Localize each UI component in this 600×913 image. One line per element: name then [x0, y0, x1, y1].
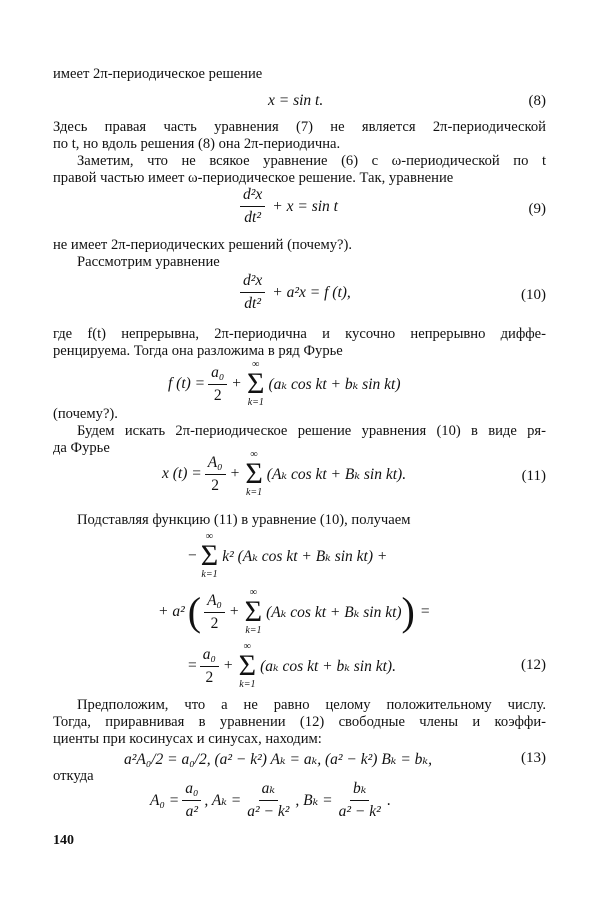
- fraction: [182, 780, 201, 821]
- numerator: d²x: [240, 186, 265, 207]
- equation-number-13: (13): [521, 750, 546, 766]
- equation-number-10: (10): [521, 287, 546, 303]
- eq11-lhs: x (t) =: [162, 465, 202, 482]
- series-term: (Aₖ cos kt + Bₖ sin kt).: [266, 465, 407, 483]
- text-line: (почему?).: [53, 406, 118, 422]
- text-line: Будем искать 2π-периодическое решение уравнения (10) в виде ря-: [77, 423, 546, 439]
- fraction: [208, 364, 227, 405]
- fraction: [200, 646, 219, 687]
- equation-rest: + x = sin t: [272, 197, 338, 215]
- text-line: Тогда, приравнивая в уравнении (12) свободные члены и коэффи-: [53, 714, 546, 730]
- equation-12-line-1: [188, 532, 387, 580]
- text-line: не имеет 2π-периодических решений (почему?).: [53, 237, 352, 253]
- sum-lower: k=1: [245, 487, 263, 498]
- text-line: да Фурье: [53, 440, 110, 456]
- series-term: (aₖ cos kt + bₖ sin kt).: [260, 657, 396, 675]
- fraction: [240, 272, 265, 313]
- equation-8: x = sin t.: [268, 92, 324, 109]
- minus-sign: −: [188, 547, 197, 564]
- denominator: dt²: [244, 295, 261, 312]
- text-line: ренцируема. Тогда она разложима в ряд Фурье: [53, 343, 343, 359]
- fraction: [204, 592, 225, 633]
- text-line: циенты при косинусах и синусах, находим:: [53, 731, 322, 747]
- fourier-series: f (t) = $\frac{\text{a₀}}{2}$ + ∞ Σ k=1 (aₖ cos kt + bₖ sin kt): [168, 359, 401, 408]
- equation-number-8: (8): [528, 93, 546, 109]
- sum-upper: ∞: [252, 359, 260, 370]
- numerator: bₖ: [350, 780, 369, 801]
- series-term: k² (Aₖ cos kt + Bₖ sin kt) +: [222, 547, 388, 565]
- equation-number-11: (11): [521, 468, 546, 484]
- equals-sign: =: [420, 603, 430, 620]
- numerator: d²x: [240, 272, 265, 293]
- numerator: aₖ: [259, 780, 278, 801]
- text-line: по t, но вдоль решения (8) она 2π-периодична.: [53, 136, 341, 152]
- denominator: 2: [213, 386, 222, 404]
- summation: ∞ Σ k=1: [200, 531, 219, 580]
- summation: ∞ Σ k=1: [244, 587, 263, 636]
- equals-sign: =: [188, 657, 197, 674]
- summation: ∞ Σ k=1: [247, 359, 265, 408]
- fraction: [205, 454, 226, 495]
- sum-upper: ∞: [205, 531, 214, 542]
- left-paren: (: [187, 589, 202, 634]
- equation-number-9: (9): [528, 201, 546, 217]
- sol-a-lhs: A₀ =: [150, 791, 180, 809]
- fourier-lhs: f (t) =: [168, 375, 206, 392]
- denominator: a² − k²: [247, 803, 290, 820]
- page-number: 140: [53, 833, 74, 848]
- equation-rest: + a²x = f (t),: [272, 283, 351, 301]
- text-line: где f(t) непрерывна, 2π-периодична и кусочно непрерывно диффе-: [53, 326, 546, 342]
- text-line: Подставляя функцию (11) в уравнение (10), получаем: [77, 512, 411, 528]
- series-term: (Aₖ cos kt + Bₖ sin kt): [266, 603, 402, 621]
- text-line: Заметим, что не всякое уравнение (6) с ω-периодической по t: [77, 153, 546, 169]
- sum-lower: k=1: [247, 397, 264, 408]
- denominator: 2: [205, 668, 214, 686]
- sol-b-lhs: , Aₖ =: [204, 792, 242, 809]
- sum-upper: ∞: [250, 449, 258, 460]
- text-line: имеет 2π-периодическое решение: [53, 66, 263, 82]
- denominator: dt²: [244, 209, 261, 226]
- text-line: правой частью имеет ω-периодическое решение. Так, уравнение: [53, 170, 454, 186]
- sum-lower: k=1: [245, 625, 262, 636]
- numerator: A₀: [204, 592, 225, 613]
- sum-lower: k=1: [201, 569, 218, 580]
- text-line: Предположим, что a не равно целому положительному числу.: [77, 697, 546, 713]
- equation-12-line-3: = $\frac{\text{a₀}}{2}$ + ∞ Σ k=1 (aₖ cos kt + bₖ sin kt).: [188, 641, 396, 690]
- fraction: [244, 780, 292, 821]
- equation-12-line-2: + a² ( $\frac{\text{A₀}}{2}$ + ∞ Σ k=1 (Aₖ cos kt + Bₖ sin kt) ) =: [158, 587, 430, 636]
- sum-upper: ∞: [249, 587, 257, 598]
- denominator: 2: [210, 614, 219, 632]
- numerator: a₀: [182, 780, 201, 801]
- series-term: (aₖ cos kt + bₖ sin kt): [268, 375, 401, 393]
- fraction: [240, 186, 265, 227]
- equation-13: a²A₀/2 = a₀/2, (a² − k²) Aₖ = aₖ, (a² − k²) Bₖ = bₖ,: [124, 751, 432, 768]
- summation: ∞ Σ k=1: [238, 641, 257, 690]
- denominator: a² − k²: [338, 803, 381, 820]
- sum-lower: k=1: [239, 679, 256, 690]
- right-paren: ): [401, 589, 415, 634]
- equation-number-12: (12): [521, 657, 546, 673]
- numerator: a₀: [208, 364, 227, 385]
- sum-upper: ∞: [243, 641, 251, 652]
- fraction: [336, 780, 384, 821]
- equation-9: [237, 186, 338, 227]
- period: .: [386, 791, 391, 809]
- eq12b-lead: + a²: [158, 603, 185, 620]
- solution-coefficients: [150, 780, 391, 821]
- numerator: A₀: [205, 454, 226, 475]
- denominator: 2: [211, 476, 220, 494]
- numerator: a₀: [200, 646, 219, 667]
- summation: ∞ Σ k=1: [245, 449, 263, 498]
- text-line: Рассмотрим уравнение: [77, 254, 220, 270]
- sol-c-lhs: , Bₖ =: [295, 792, 333, 809]
- equation-10: [237, 272, 351, 313]
- text-line: Здесь правая часть уравнения (7) не является 2π-периодической: [53, 119, 546, 135]
- denominator: a²: [185, 803, 198, 820]
- text-line: откуда: [53, 768, 94, 784]
- equation-11: x (t) = $\frac{\text{A₀}}{2}$ + ∞ Σ k=1 (Aₖ cos kt + Bₖ sin kt).: [162, 449, 407, 498]
